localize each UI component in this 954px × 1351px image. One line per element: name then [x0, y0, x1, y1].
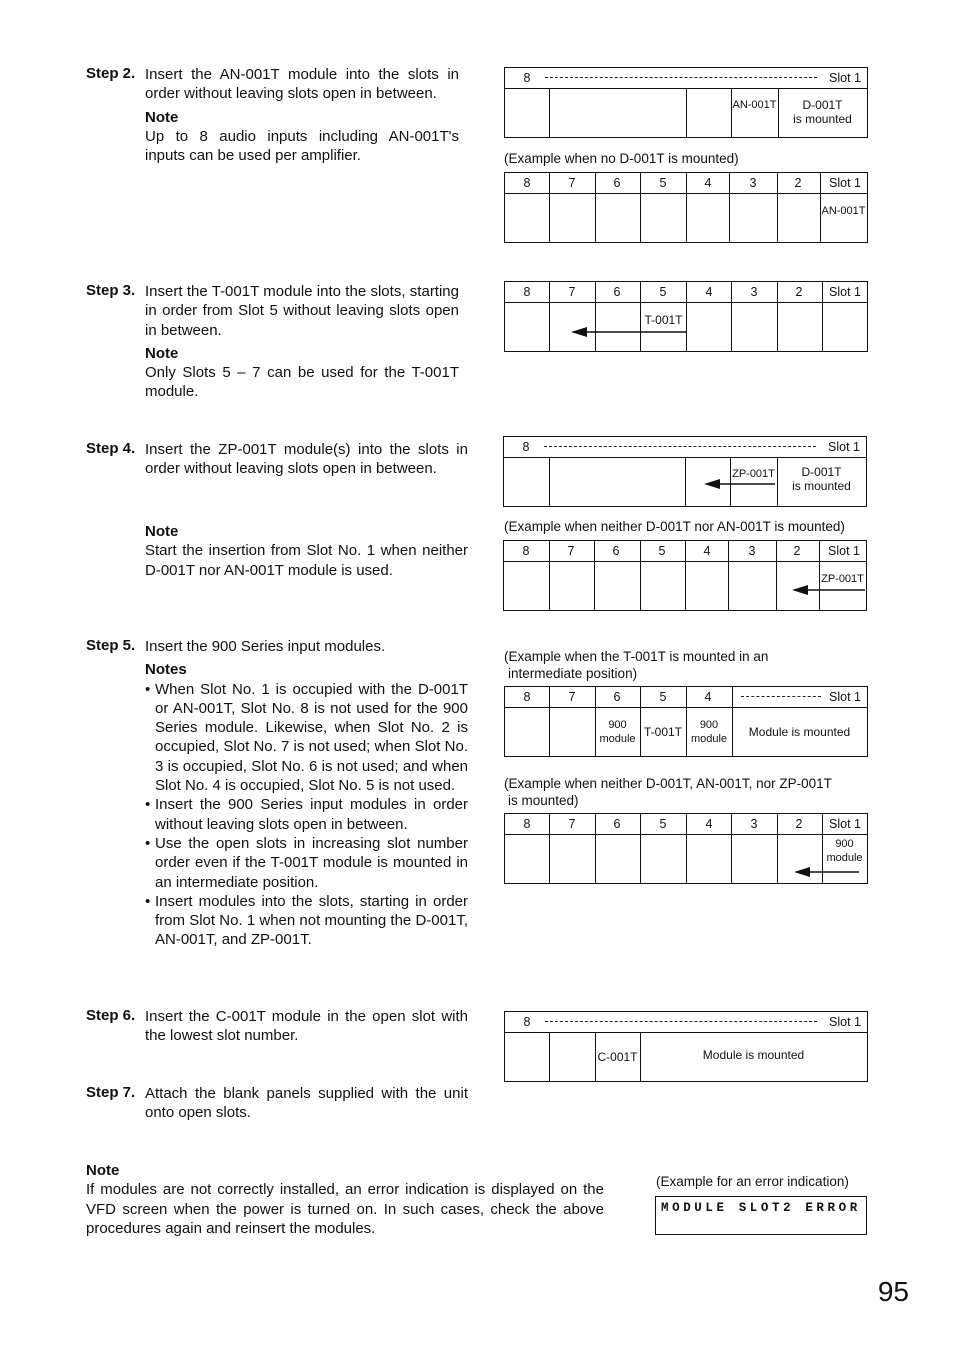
slot-number-3: 3 — [749, 176, 757, 190]
vfd-error-text: MODULE SLOT2 ERROR — [661, 1201, 861, 1215]
slot-divider — [549, 541, 550, 610]
module-label: module — [826, 852, 863, 864]
caption-neither-d-an: (Example when neither D-001T nor AN-001T is mounted) — [504, 519, 845, 534]
slot-number-8: 8 — [523, 690, 531, 704]
is-mounted-label: is mounted — [793, 112, 852, 126]
slot-number-6: 6 — [613, 176, 621, 190]
slot-diagram-an001t-with-d001t — [504, 67, 868, 138]
slot-1-label: Slot 1 — [829, 71, 861, 85]
slot-divider — [549, 457, 550, 506]
page-number: 95 — [877, 1276, 909, 1307]
step-7-text: Attach the blank panels supplied with the unit onto open slots. — [145, 1085, 468, 1122]
slot-number-4: 4 — [704, 690, 712, 704]
slot-number-3: 3 — [750, 817, 758, 831]
slot-header — [505, 68, 867, 89]
900-label: 900 — [835, 838, 854, 850]
final-note-text: If modules are not correctly installed, an error indication is displayed on the VFD screen when the power is turned on. In such cases, check the above procedures again and reinsert the modules. — [86, 1181, 604, 1237]
slot-divider — [777, 282, 778, 351]
vfd-error-display — [655, 1196, 867, 1235]
slot-number-8: 8 — [523, 1015, 531, 1029]
slot-divider — [776, 541, 777, 610]
slot-divider — [686, 173, 687, 242]
slot-diagram-900-slot1 — [504, 813, 868, 884]
module-label: module — [690, 733, 728, 745]
step-2-note: Up to 8 audio inputs including AN-001T's inputs can be used per amplifier. — [145, 127, 459, 165]
step-3-text: Insert the T-001T module into the slots, starting in order from Slot 5 without leaving slots open in between. — [145, 283, 459, 339]
step-3-note: Only Slots 5 – 7 can be used for the T-001T module. — [145, 364, 459, 401]
insertion-arrow-left — [792, 584, 866, 596]
slot-dash-line — [545, 77, 817, 78]
slot-diagram-an001t-slot1 — [504, 172, 868, 243]
slot-divider — [728, 541, 729, 610]
caption-t001t-intermediate-line1: (Example when the T-001T is mounted in an — [504, 649, 769, 664]
slot-divider — [595, 173, 596, 242]
caption-no-d001t: (Example when no D-001T is mounted) — [504, 151, 739, 166]
slot-1-label: Slot 1 — [829, 176, 861, 190]
slot-divider — [685, 541, 686, 610]
caption-neither-all-line1: (Example when neither D-001T, AN-001T, nor ZP-001T — [504, 776, 832, 791]
slot-1-label: Slot 1 — [828, 544, 860, 558]
900-label: 900 — [608, 719, 627, 731]
step-5-notes-head: Notes — [145, 661, 187, 679]
slot-divider — [549, 814, 550, 883]
slot-number-7: 7 — [568, 285, 576, 299]
slot-divider — [731, 814, 732, 883]
slot-number-6: 6 — [612, 544, 620, 558]
slot-diagram-zp001t-slot1 — [503, 540, 867, 611]
slot-header — [505, 1012, 867, 1033]
final-note-head: Note — [86, 1162, 120, 1179]
slot-divider — [822, 282, 823, 351]
insertion-arrow-left — [571, 326, 687, 338]
d001t-mounted-label — [777, 465, 866, 493]
900-module-label — [822, 837, 867, 865]
slot-divider — [640, 687, 641, 756]
slot-number-8: 8 — [522, 544, 530, 558]
slot-diagram-t001t-intermediate — [504, 686, 868, 757]
insertion-arrow-left — [794, 866, 860, 878]
step-5-text: Insert the 900 Series input modules. — [145, 638, 386, 655]
slot-divider — [731, 282, 732, 351]
is-mounted-label: is mounted — [792, 479, 851, 493]
slot-divider — [595, 282, 596, 351]
slot-dash-line — [545, 1021, 817, 1022]
slot-number-7: 7 — [568, 690, 576, 704]
slot-number-5: 5 — [659, 176, 667, 190]
slot-number-4: 4 — [705, 817, 713, 831]
900-module-label — [595, 718, 640, 746]
step-2-body — [145, 65, 459, 165]
an001t-module-label: AN-001T — [732, 99, 777, 111]
slot-divider — [640, 541, 641, 610]
slot-number-2: 2 — [794, 176, 802, 190]
slot-number-5: 5 — [659, 285, 667, 299]
step-3-label: Step 3. — [86, 282, 136, 299]
slot-number-2: 2 — [795, 285, 803, 299]
slot-divider — [549, 282, 550, 351]
step-7-label: Step 7. — [86, 1084, 136, 1101]
slot-divider — [686, 88, 687, 137]
slot-dash-line — [741, 696, 821, 697]
slot-divider — [594, 541, 595, 610]
d001t-label: D-001T — [802, 98, 843, 112]
insertion-arrow-left — [704, 478, 776, 490]
final-note-block — [86, 1161, 604, 1238]
slot-1-label: Slot 1 — [829, 690, 861, 704]
slot-divider — [777, 173, 778, 242]
slot-number-2: 2 — [793, 544, 801, 558]
slot-number-7: 7 — [568, 817, 576, 831]
900-module-label — [686, 718, 732, 746]
step-6-label: Step 6. — [86, 1007, 136, 1024]
zp001t-module-label: ZP-001T — [732, 468, 775, 480]
slot-1-label: Slot 1 — [829, 1015, 861, 1029]
slot-divider — [777, 814, 778, 883]
slot-number-4: 4 — [704, 176, 712, 190]
step-4-label: Step 4. — [86, 440, 136, 457]
slot-number-4: 4 — [705, 285, 713, 299]
an001t-module-label: AN-001T — [821, 205, 866, 217]
slot-number-2: 2 — [795, 817, 803, 831]
slot-number-8: 8 — [522, 440, 530, 454]
step-5-label: Step 5. — [86, 637, 136, 654]
step-4-text: Insert the ZP-001T module(s) into the slots in order without leaving slots open in between. — [145, 441, 468, 478]
slot-divider — [549, 687, 550, 756]
slot-number-8: 8 — [523, 817, 531, 831]
slot-diagram-zp001t-with-d001t — [503, 436, 867, 507]
slot-1-label: Slot 1 — [829, 285, 861, 299]
slot-number-5: 5 — [659, 690, 667, 704]
slot-number-7: 7 — [568, 176, 576, 190]
slot-1-label: Slot 1 — [828, 440, 860, 454]
slot-number-6: 6 — [613, 285, 621, 299]
slot-divider — [640, 814, 641, 883]
module-label: module — [599, 733, 636, 745]
c001t-module-label: C-001T — [597, 1050, 638, 1064]
t001t-module-label: T-001T — [643, 725, 682, 739]
step-5-bullet: • Use the open slots in increasing slot number order even if the T-001T module is mounted in an intermediate position. — [145, 834, 468, 892]
step-3-note-head: Note — [145, 344, 179, 362]
slot-diagram-c001t — [504, 1011, 868, 1082]
zp001t-module-label: ZP-001T — [821, 573, 864, 585]
step-4-note-head: Note — [145, 523, 179, 540]
step-3-body — [145, 282, 459, 402]
caption-error-example: (Example for an error indication) — [656, 1174, 849, 1189]
slot-divider — [732, 687, 733, 756]
step-5-bullet: • When Slot No. 1 is occupied with the D-001T or AN-001T, Slot No. 8 is not used for the 900 Series module. Likewise, when Slot No. 2 is occupied, Slot No. 7 is not used; when Slot No. 3 is occupied, Slot No. 6 is not used; and when Slot No. 4 is occupied, Slot No. 5 is not used. — [145, 680, 468, 796]
caption-neither-all-line2: is mounted) — [508, 793, 579, 808]
slot-divider — [686, 814, 687, 883]
slot-dash-line — [544, 446, 816, 447]
step-2-note-head: Note — [145, 108, 179, 126]
step-2-text: Insert the AN-001T module into the slots in order without leaving slots open in between. — [145, 66, 459, 103]
slot-divider — [549, 88, 550, 137]
slot-number-7: 7 — [567, 544, 575, 558]
module-mounted-label: Module is mounted — [702, 1048, 805, 1062]
slot-divider — [640, 173, 641, 242]
step-4-note-block — [145, 522, 468, 580]
d001t-mounted-label — [778, 98, 867, 126]
step-5-body — [145, 637, 468, 950]
slot-number-4: 4 — [703, 544, 711, 558]
slot-number-8: 8 — [523, 71, 531, 85]
step-5-bullet-list — [145, 680, 468, 950]
step-5-bullet: • Insert the 900 Series input modules in order without leaving slots open in between. — [145, 795, 468, 834]
slot-divider — [731, 88, 732, 137]
slot-number-6: 6 — [613, 690, 621, 704]
slot-divider — [549, 173, 550, 242]
slot-number-5: 5 — [659, 817, 667, 831]
step-6-text: Insert the C-001T module in the open slot with the lowest slot number. — [145, 1008, 468, 1045]
slot-divider — [595, 814, 596, 883]
slot-number-3: 3 — [748, 544, 756, 558]
slot-number-8: 8 — [523, 176, 531, 190]
slot-number-5: 5 — [658, 544, 666, 558]
slot-header — [504, 437, 866, 458]
slot-number-3: 3 — [750, 285, 758, 299]
slot-1-label: Slot 1 — [829, 817, 861, 831]
step-5-bullet: • Insert modules into the slots, starting in order from Slot No. 1 when not mounting the D-001T, AN-001T, and ZP-001T. — [145, 892, 468, 950]
slot-number-6: 6 — [613, 817, 621, 831]
slot-divider — [729, 173, 730, 242]
slot-divider — [549, 1032, 550, 1081]
d001t-label: D-001T — [801, 465, 842, 479]
slot-diagram-t001t — [504, 281, 868, 352]
t001t-module-label: T-001T — [644, 313, 683, 327]
caption-t001t-intermediate-line2: intermediate position) — [508, 666, 638, 681]
slot-divider — [686, 282, 687, 351]
module-mounted-label: Module is mounted — [748, 725, 851, 739]
slot-divider — [685, 457, 686, 506]
step-4-note: Start the insertion from Slot No. 1 when neither D-001T nor AN-001T module is used. — [145, 542, 468, 579]
slot-number-8: 8 — [523, 285, 531, 299]
step-2-label: Step 2. — [86, 65, 136, 82]
900-label: 900 — [699, 719, 719, 731]
